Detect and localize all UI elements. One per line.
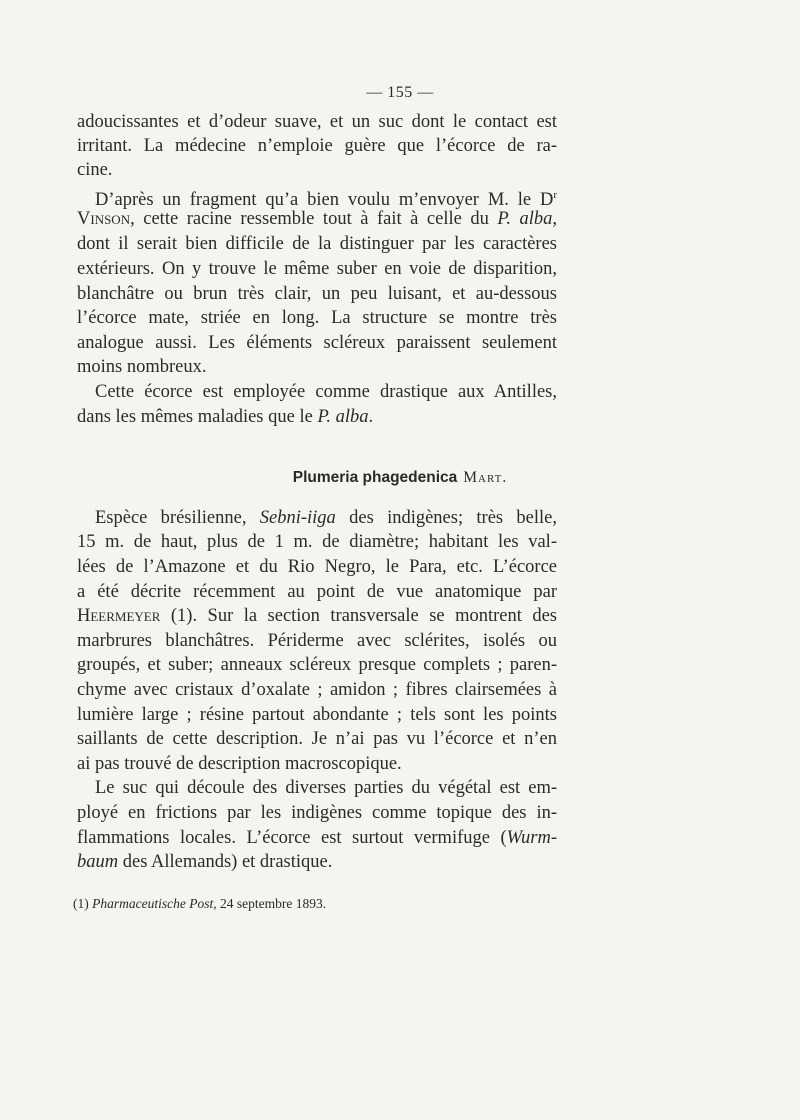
text-line: saillants de cette description. Je n’ai pas vu l’écorce et n’en	[77, 729, 557, 749]
text-run: Espèce brésilienne,	[95, 508, 260, 528]
page-number: — 155 —	[366, 84, 434, 101]
text-line: adoucissantes et d’odeur suave, et un suc dont le contact est	[77, 112, 557, 132]
text-run: D’après un fragment qu’a bien voulu m’envoyer M. le D	[95, 190, 554, 211]
text-run: .	[368, 407, 374, 427]
text-run: flammations locales. L’écorce est surtout vermifuge (	[77, 828, 507, 848]
species-authority: Mart.	[463, 469, 508, 486]
text-line: Cette écorce est employée comme drastique aux Antilles,	[95, 382, 557, 402]
section-heading	[0, 467, 800, 489]
text-line	[77, 850, 557, 874]
text-line: l’écorce mate, striée en long. La structure se montre très	[77, 308, 557, 328]
text-run: dans les mêmes maladies que le	[77, 407, 318, 427]
text-line: ployé en frictions par les indigènes comme topique des in-	[77, 803, 557, 823]
footnote-mark: (1)	[73, 896, 93, 911]
text-line	[77, 405, 557, 429]
text-line: moins nombreux.	[77, 357, 207, 377]
text-run: des indigènes; très belle,	[335, 508, 557, 528]
text-line: chyme avec cristaux d’oxalate ; amidon ; fibres clairsemées à	[77, 680, 557, 700]
text-line	[77, 604, 557, 628]
species-name: Plumeria phagedenica	[292, 469, 458, 486]
footnote-date: 24 septembre 1893.	[216, 896, 327, 911]
italic-vernacular: Sebni-iiga	[259, 508, 336, 528]
footnote-source: Pharmaceutische Post,	[92, 896, 217, 911]
text-line: analogue aussi. Les éléments scléreux paraissent seulement	[77, 333, 557, 353]
text-line: marbrures blanchâtres. Périderme avec sclérites, isolés ou	[77, 631, 557, 651]
text-line: ai pas trouvé de description macroscopique.	[77, 754, 402, 774]
text-run: , cette racine ressemble tout à fait à celle du	[130, 209, 498, 229]
text-line	[77, 826, 557, 850]
text-run: (1). Sur la section transversale se montrent des	[160, 606, 557, 626]
text-line: cine.	[77, 160, 113, 180]
italic-term: Wurm-	[506, 828, 557, 848]
text-line: lumière large ; résine partout abondante ; tels sont les points	[77, 705, 557, 725]
text-line: lées de l’Amazone et du Rio Negro, le Para, etc. L’écorce	[77, 557, 557, 577]
text-line: irritant. La médecine n’emploie guère que l’écorce de ra-	[77, 136, 557, 156]
italic-species: P. alba	[497, 209, 553, 229]
text-line: 15 m. de haut, plus de 1 m. de diamètre; habitant les val-	[77, 532, 557, 552]
text-line: dont il serait bien difficile de la distinguer par les caractères	[77, 234, 557, 254]
italic-species: P. alba	[317, 407, 369, 427]
text-line: blanchâtre ou brun très clair, un peu luisant, et au-dessous	[77, 284, 557, 304]
text-line: extérieurs. On y trouve le même suber en voie de disparition,	[77, 259, 557, 279]
text-line: groupés, et suber; anneaux scléreux presque complets ; paren-	[77, 655, 557, 675]
text-line	[77, 207, 557, 231]
author-name: Heermeyer	[77, 606, 161, 626]
text-line: a été décrite récemment au point de vue anatomique par	[77, 582, 557, 602]
italic-term: baum	[77, 852, 119, 872]
text-line: Le suc qui découle des diverses parties du végétal est em-	[95, 778, 557, 798]
text-run: des Allemands) et drastique.	[118, 852, 333, 872]
text-line	[95, 506, 557, 530]
author-name: Vinson	[77, 209, 131, 229]
text-run: ,	[552, 209, 557, 229]
superscript: r	[553, 189, 557, 201]
footnote	[73, 894, 553, 914]
